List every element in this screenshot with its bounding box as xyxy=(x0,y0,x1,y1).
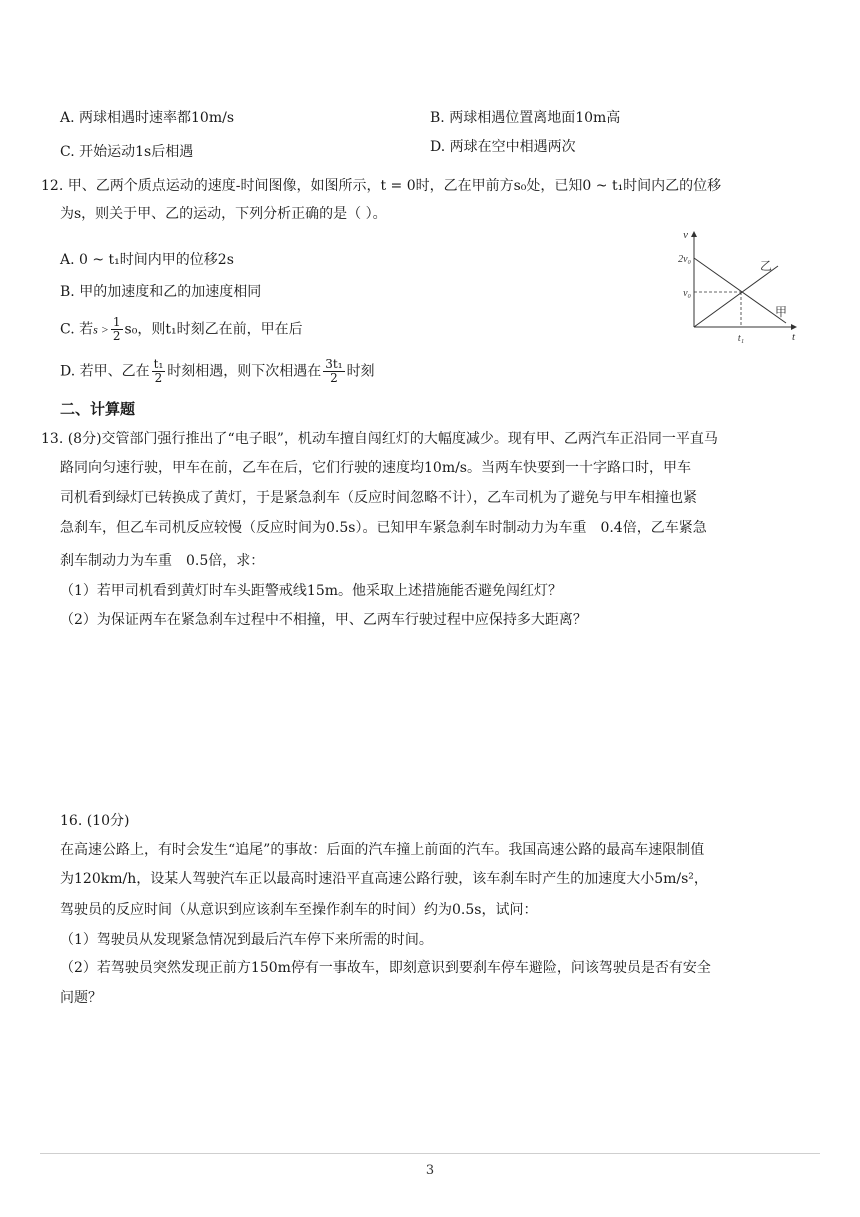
tick-label-v0: v₀ xyxy=(683,288,691,299)
q12-stem-line1: 12. 甲、乙两个质点运动的速度-时间图像，如图所示，t = 0时，乙在甲前方s₀处，已知0 ~ t₁时间内乙的位移 xyxy=(41,178,722,194)
label-yi: 乙 xyxy=(760,259,773,273)
label-jia: 甲 xyxy=(775,305,788,319)
axis-label-t: t xyxy=(792,331,796,343)
q13-line-1: 13. (8分)交管部门强行推出了“电子眼”，机动车擅自闯红灯的大幅度减少。现有甲、乙两汽车正沿同一平直马 xyxy=(41,431,718,447)
q11-option-d: D. 两球在空中相遇两次 xyxy=(430,139,576,155)
q12-option-d-fraction-1 xyxy=(152,358,166,385)
q12-stem-line2: 为s，则关于甲、乙的运动，下列分析正确的是（ ）。 xyxy=(60,206,387,222)
q12-option-d-suffix: 时刻 xyxy=(346,363,375,380)
q13-line-2: 路同向匀速行驶，甲车在前，乙车在后，它们行驶的速度均10m/s。当两车快要到一十字路口时，甲车 xyxy=(60,460,691,476)
tick-label-t1: t₁ xyxy=(737,333,745,344)
line-yi xyxy=(694,266,778,327)
q12-option-c-condition: s > xyxy=(93,322,109,337)
footer-divider xyxy=(40,1153,820,1154)
fraction-denominator: 2 xyxy=(112,329,121,343)
q16-line-1: 在高速公路上，有时会发生“追尾”的事故：后面的汽车撞上前面的汽车。我国高速公路的最高车速限制值 xyxy=(60,842,705,858)
q16-line-3: 驾驶员的反应时间（从意识到应该刹车至操作刹车的时间）约为0.5s，试问： xyxy=(60,902,538,918)
tick-label-2v0: 2v₀ xyxy=(678,254,691,265)
q16-sub-question-2: （2）若驾驶员突然发现正前方150m停有一事故车，即刻意识到要刹车停车避险，问该驾驶员是否有安全 xyxy=(60,960,711,976)
q11-option-b: B. 两球相遇位置离地面10m高 xyxy=(430,110,621,126)
fraction-numerator: 3t₁ xyxy=(325,357,343,371)
q16-sub-question-1: （1）驾驶员从发现紧急情况到最后汽车停下来所需的时间。 xyxy=(60,932,433,948)
q12-option-d-middle: 时刻相遇，则下次相遇在 xyxy=(167,363,322,380)
q12-option-c-prefix: C. 若 xyxy=(60,321,94,338)
fraction-denominator: 2 xyxy=(330,371,338,385)
section-heading: 二、计算题 xyxy=(60,400,136,418)
fraction-numerator: 1 xyxy=(112,315,121,329)
q13-sub-question-1: （1）若甲司机看到黄灯时车头距警戒线15m。他采取上述措施能否避免闯红灯？ xyxy=(60,583,562,599)
q12-option-c-rest: s₀，则t₁时刻乙在前，甲在后 xyxy=(124,321,303,338)
q13-line-4: 急刹车，但乙车司机反应较慢（反应时间为0.5s）。已知甲车紧急刹车时制动力为车重 0.4倍，乙车紧急 xyxy=(60,520,707,536)
q12-option-c-fraction xyxy=(111,316,123,343)
q16-line-2: 为120km/h，设某人驾驶汽车正以最高时速沿平直高速公路行驶，该车刹车时产生的加速度大小5m/s²， xyxy=(60,871,708,887)
q16-heading: 16. (10分) xyxy=(60,813,130,829)
q12-option-a: A. 0 ~ t₁时间内甲的位移2s xyxy=(60,252,234,268)
page-number: 3 xyxy=(425,1163,435,1178)
q12-option-d-fraction-2 xyxy=(323,358,344,385)
q13-line-5: 刹车制动力为车重 0.5倍，求： xyxy=(60,553,265,569)
axis-label-v: v xyxy=(683,229,688,241)
q12-option-d-prefix: D. 若甲、乙在 xyxy=(60,363,150,380)
q11-option-c: C. 开始运动1s后相遇 xyxy=(60,144,194,160)
q13-sub-question-2: （2）为保证两车在紧急刹车过程中不相撞，甲、乙两车行驶过程中应保持多大距离？ xyxy=(60,612,587,628)
fraction-denominator: 2 xyxy=(154,371,163,385)
q12-option-c xyxy=(60,316,303,343)
q16-line-last: 问题？ xyxy=(60,990,102,1006)
q12-option-b: B. 甲的加速度和乙的加速度相同 xyxy=(60,284,262,300)
q12-vt-graph xyxy=(668,224,803,352)
line-jia xyxy=(694,258,786,323)
q11-option-a: A. 两球相遇时速率都10m/s xyxy=(60,110,235,126)
fraction-numerator: t₁ xyxy=(153,357,164,371)
q12-option-d xyxy=(60,358,375,385)
q13-line-3: 司机看到绿灯已转换成了黄灯，于是紧急刹车（反应时间忽略不计），乙车司机为了避免与甲车相撞也紧 xyxy=(60,490,697,506)
